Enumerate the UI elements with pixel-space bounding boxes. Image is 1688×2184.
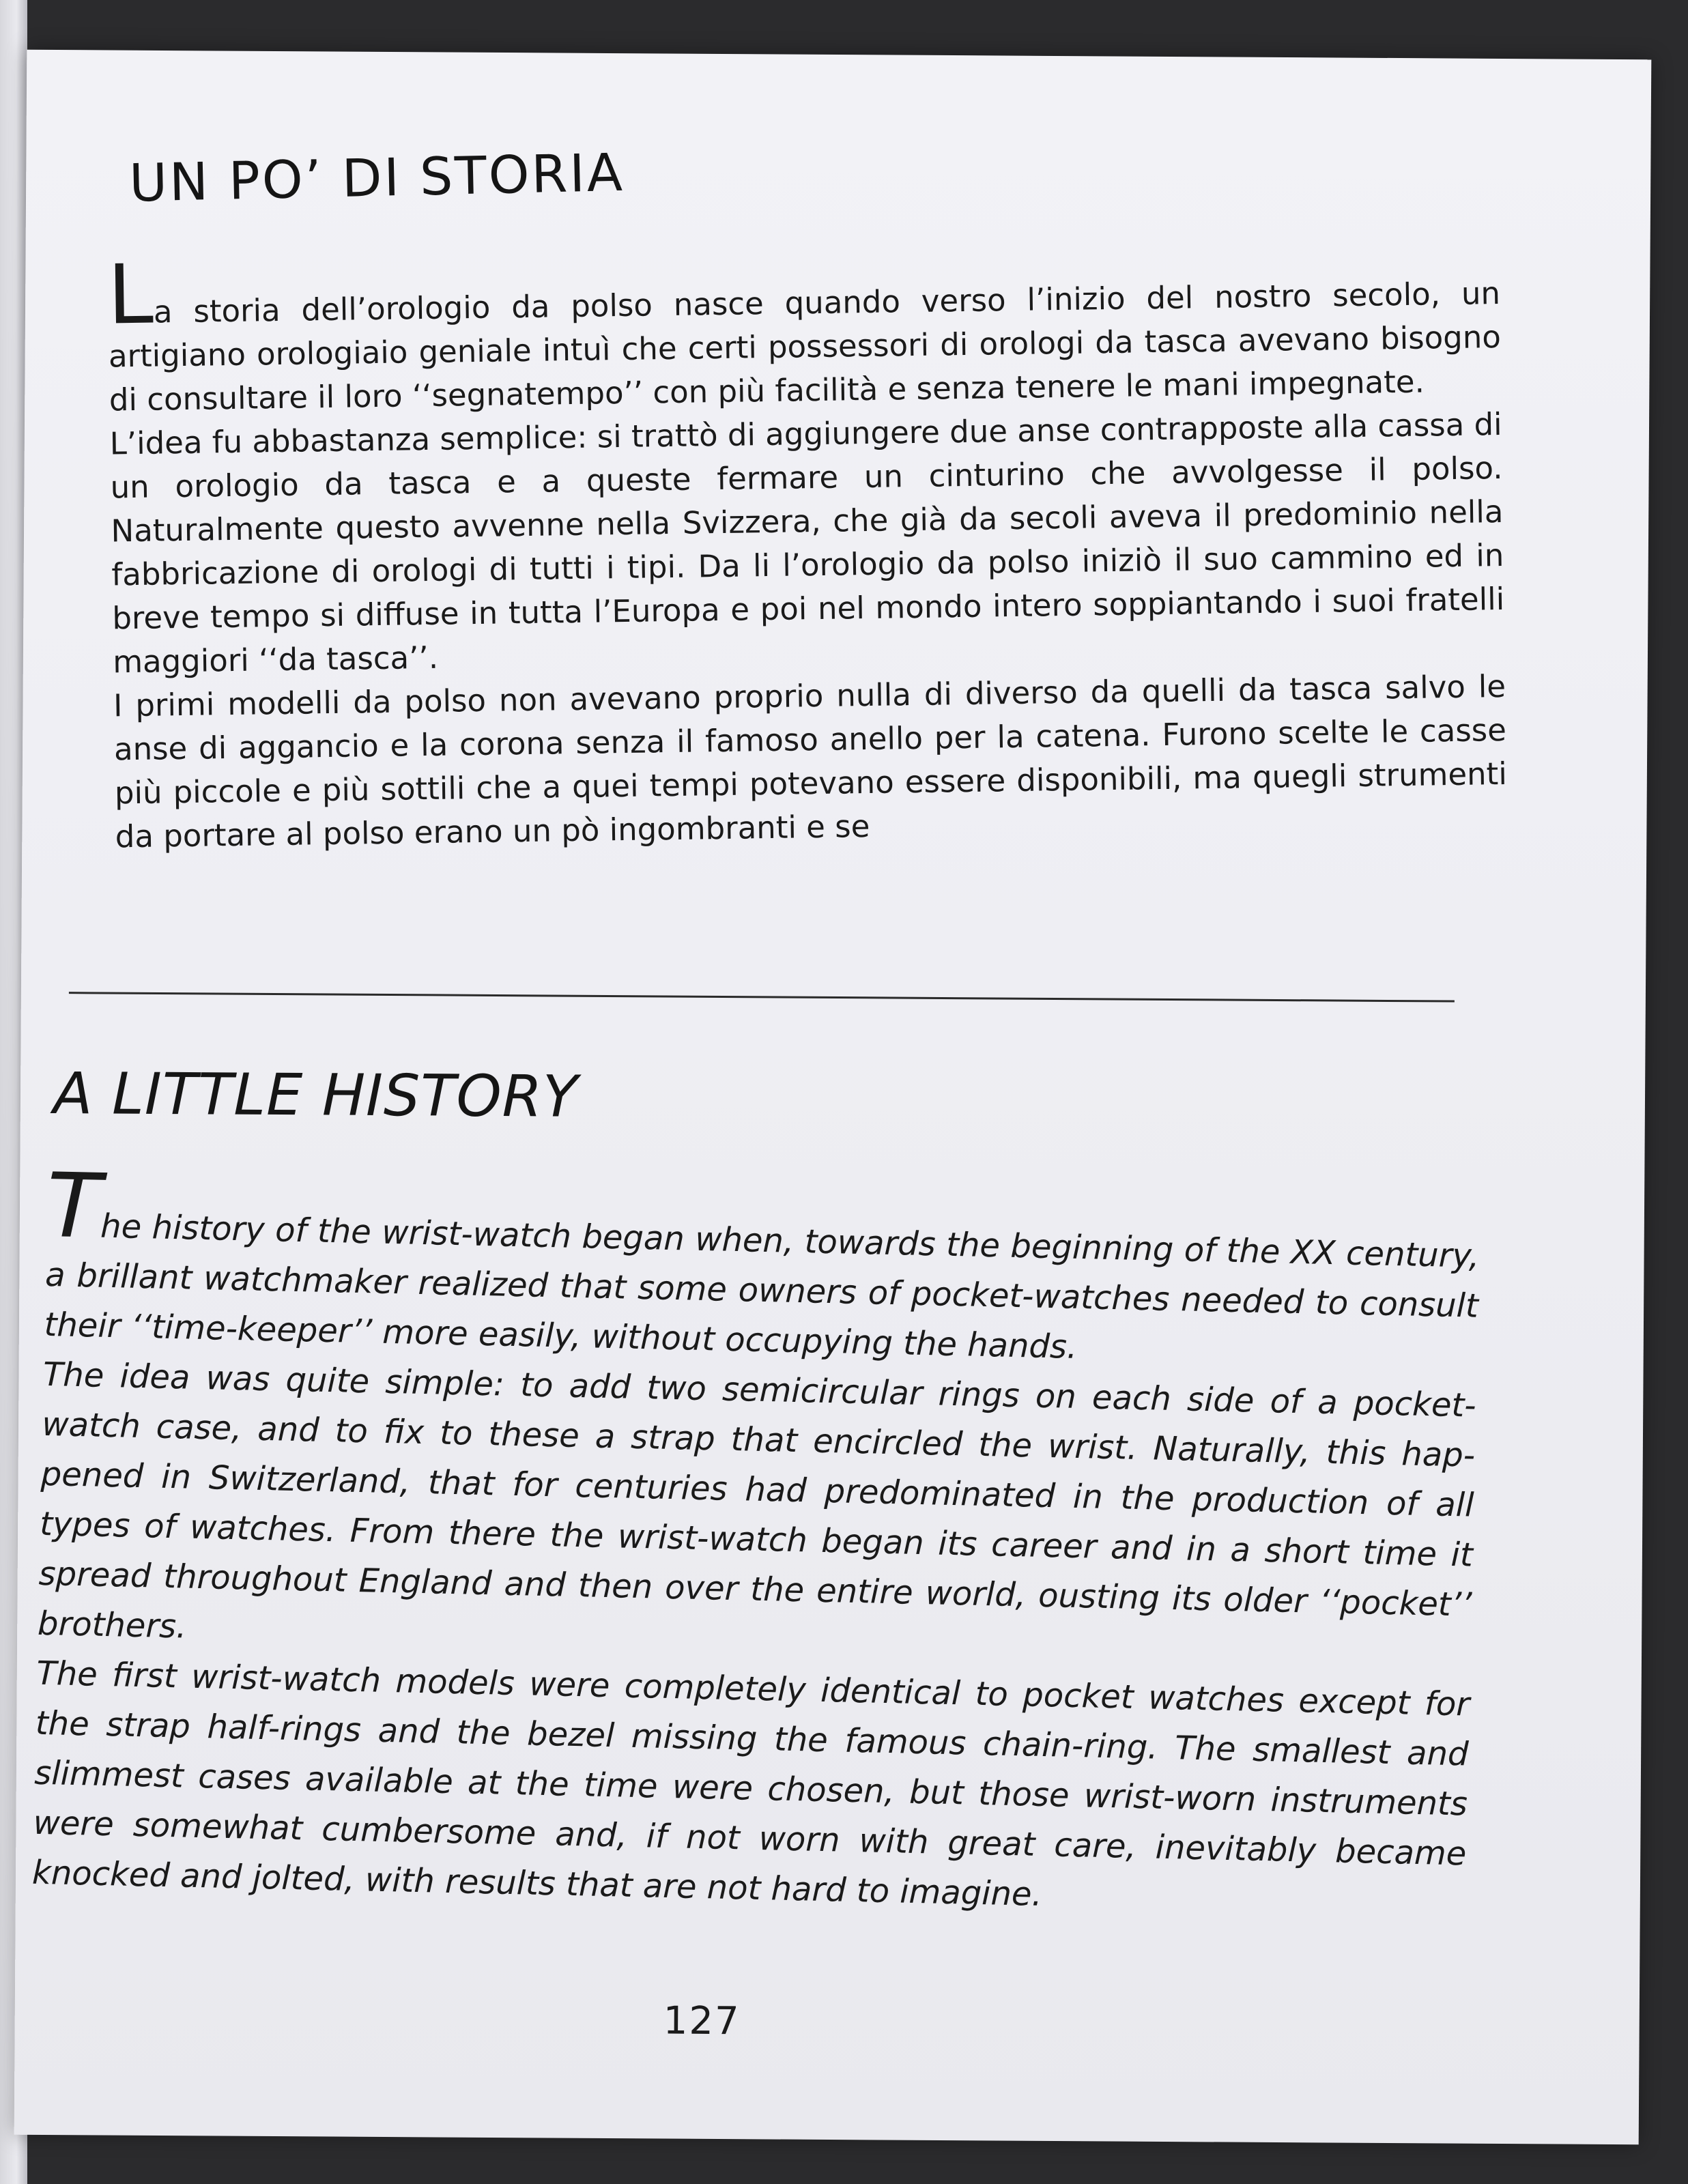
italian-paragraph-3: I primi modelli da polso non avevano proprio nulla di diverso da quelli da tasca salvo le anse di aggancio e la corona senza il famoso anello per la catena. Furono scelte le casse più piccole e più sottili che a quei tempi potevano essere disponibili, ma quegli strumenti da portare al polso erano un pò ingombranti e se [113, 667, 1508, 855]
english-paragraph-1 [44, 1153, 1480, 1381]
page-number: 127 [663, 1998, 741, 2044]
italian-paragraph-1 [106, 247, 1502, 422]
english-paragraph-3: The first wrist-watch models were completely identical to pocket watches except for the strap half-rings and the bezel missing the famous chain-ring. The smallest and slimmest cases available at the time were chosen, but those wrist-worn instruments were somewhat cumbersome and, if not worn with great care, inevitably became knocked and jolted, with results that are not hard to imagine. [31, 1654, 1470, 1914]
italian-section-heading: UN PO’ DI STORIA [128, 141, 625, 214]
italian-drop-cap: L [106, 247, 154, 343]
english-paragraph-1-text: he history of the wrist-watch began when, towards the beginning of the XX century, a brillant watchmaker realized that some owners of pocket-watches needed to consult their ‘‘time-keeper’’ more easily, without occupying the hands. [44, 1207, 1480, 1366]
english-section-heading: A LITTLE HISTORY [53, 1060, 579, 1130]
english-drop-cap: T [45, 1153, 102, 1259]
english-body-text [31, 1153, 1480, 1929]
italian-paragraph-1-text: a storia dell’orologio da polso nasce quando verso l’inizio del nostro secolo, un artigiano orologiaio geniale intuì che certi possessori di orologi da tasca avevano bisogno di consultare il loro ‘‘segnatempo’’ con più facilità e senza tenere le mani impegnate. [108, 275, 1502, 418]
italian-paragraph-2: L’idea fu abbastanza semplice: si trattò di aggiungere due anse contrapposte alla cassa di un orologio da tasca e a queste fermare un cinturino che avvolgesse il polso. Naturalmente questo avvenne nella Svizzera, che già da secoli aveva il predominio nella fabbricazione di orologi di tutti i tipi. Da li l’orologio da polso iniziò il suo cammino ed in breve tempo si diffuse in tutta l’Europa e poi nel mondo intero soppiantando i suoi fratelli maggiori ‘‘da tasca’’. [109, 405, 1505, 680]
italian-body-text [106, 247, 1508, 859]
english-paragraph-2: The idea was quite simple: to add two semicircular rings on each side of a pocket-watch case, and to fix to these a strap that encircled the wrist. Naturally, this happened in Switzerland, that for centuries had predominated in the production of all types of watches. From there the wrist-watch began its career and in a short time it spread throughout England and then over the entire world, ousting its older ‘‘pocket’’ brothers. [37, 1355, 1477, 1646]
section-divider [69, 992, 1455, 1002]
book-page [14, 50, 1652, 2144]
